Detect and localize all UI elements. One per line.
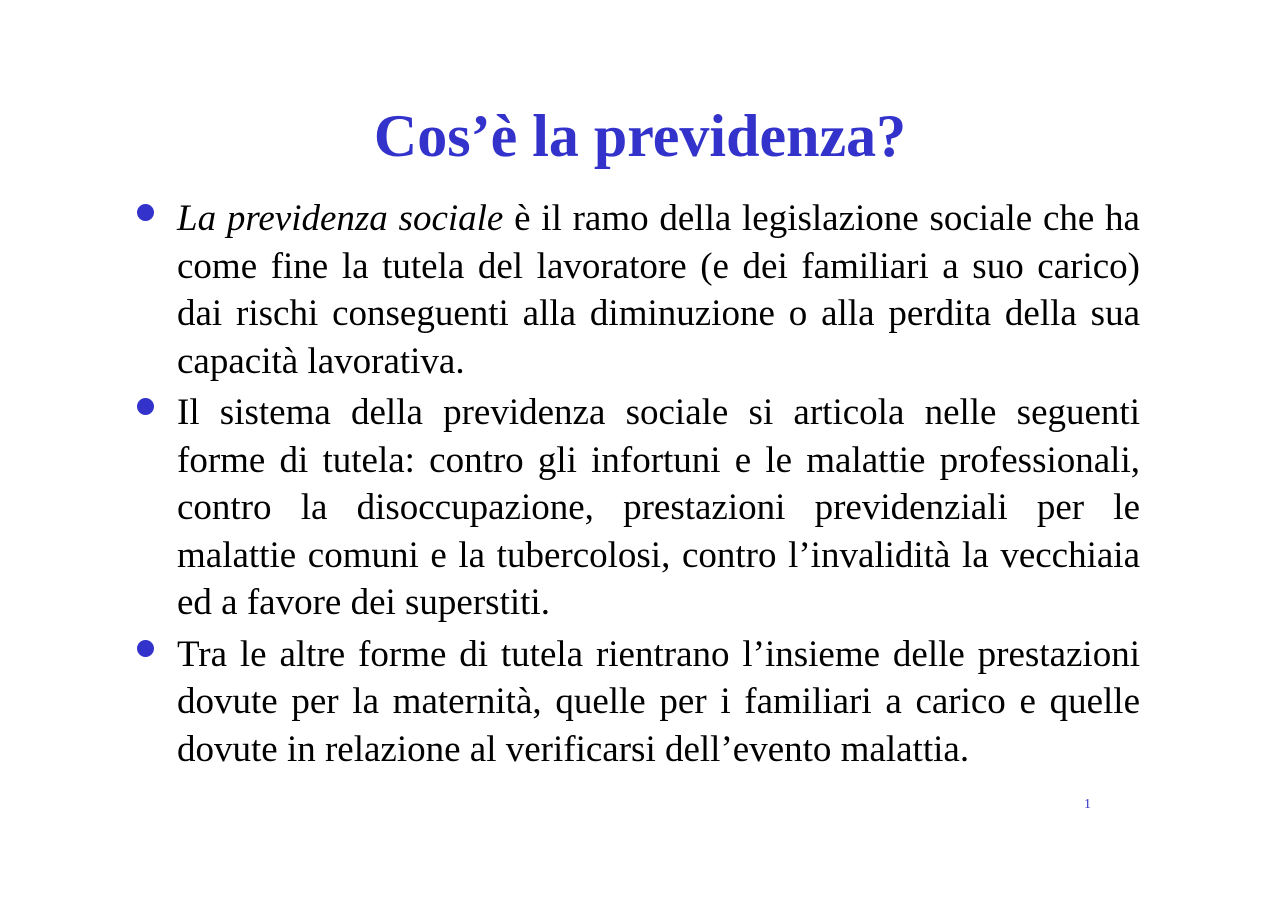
page-number: 1: [1084, 797, 1091, 812]
bullet-list: [0, 195, 1280, 777]
slide-title: Cos’è la previdenza?: [373, 103, 907, 169]
bullet-dot-icon: [137, 640, 154, 657]
bullet-text: Tra le altre forme di tutela rientrano l’insieme delle prestazioni dovute per la maternità, quelle per i familiari a carico e quelle dovute in relazione al verificarsi dell’evento malattia.: [177, 633, 1140, 770]
bullet-item: [0, 389, 1140, 627]
bullet-lead-italic: La previdenza sociale: [177, 198, 504, 239]
bullet-dot-icon: [137, 204, 154, 221]
bullet-text: Il sistema della previdenza sociale si articola nelle seguenti forme di tutela: contro gli infortuni e le malattie professionali, contro la disoccupazione, prestazioni previdenziali per le malattie comuni e la tubercolosi, contro l’invalidità la vecchiaia ed a favore dei superstiti.: [177, 392, 1140, 623]
bullet-text: è il ramo della legislazione sociale che ha come fine la tutela del lavoratore (e dei familiari a suo carico) dai rischi conseguenti alla diminuzione o alla perdita della sua capacità lavorativa.: [177, 198, 1140, 382]
bullet-item: [0, 195, 1140, 385]
bullet-item: [0, 631, 1140, 774]
bullet-dot-icon: [137, 398, 154, 415]
